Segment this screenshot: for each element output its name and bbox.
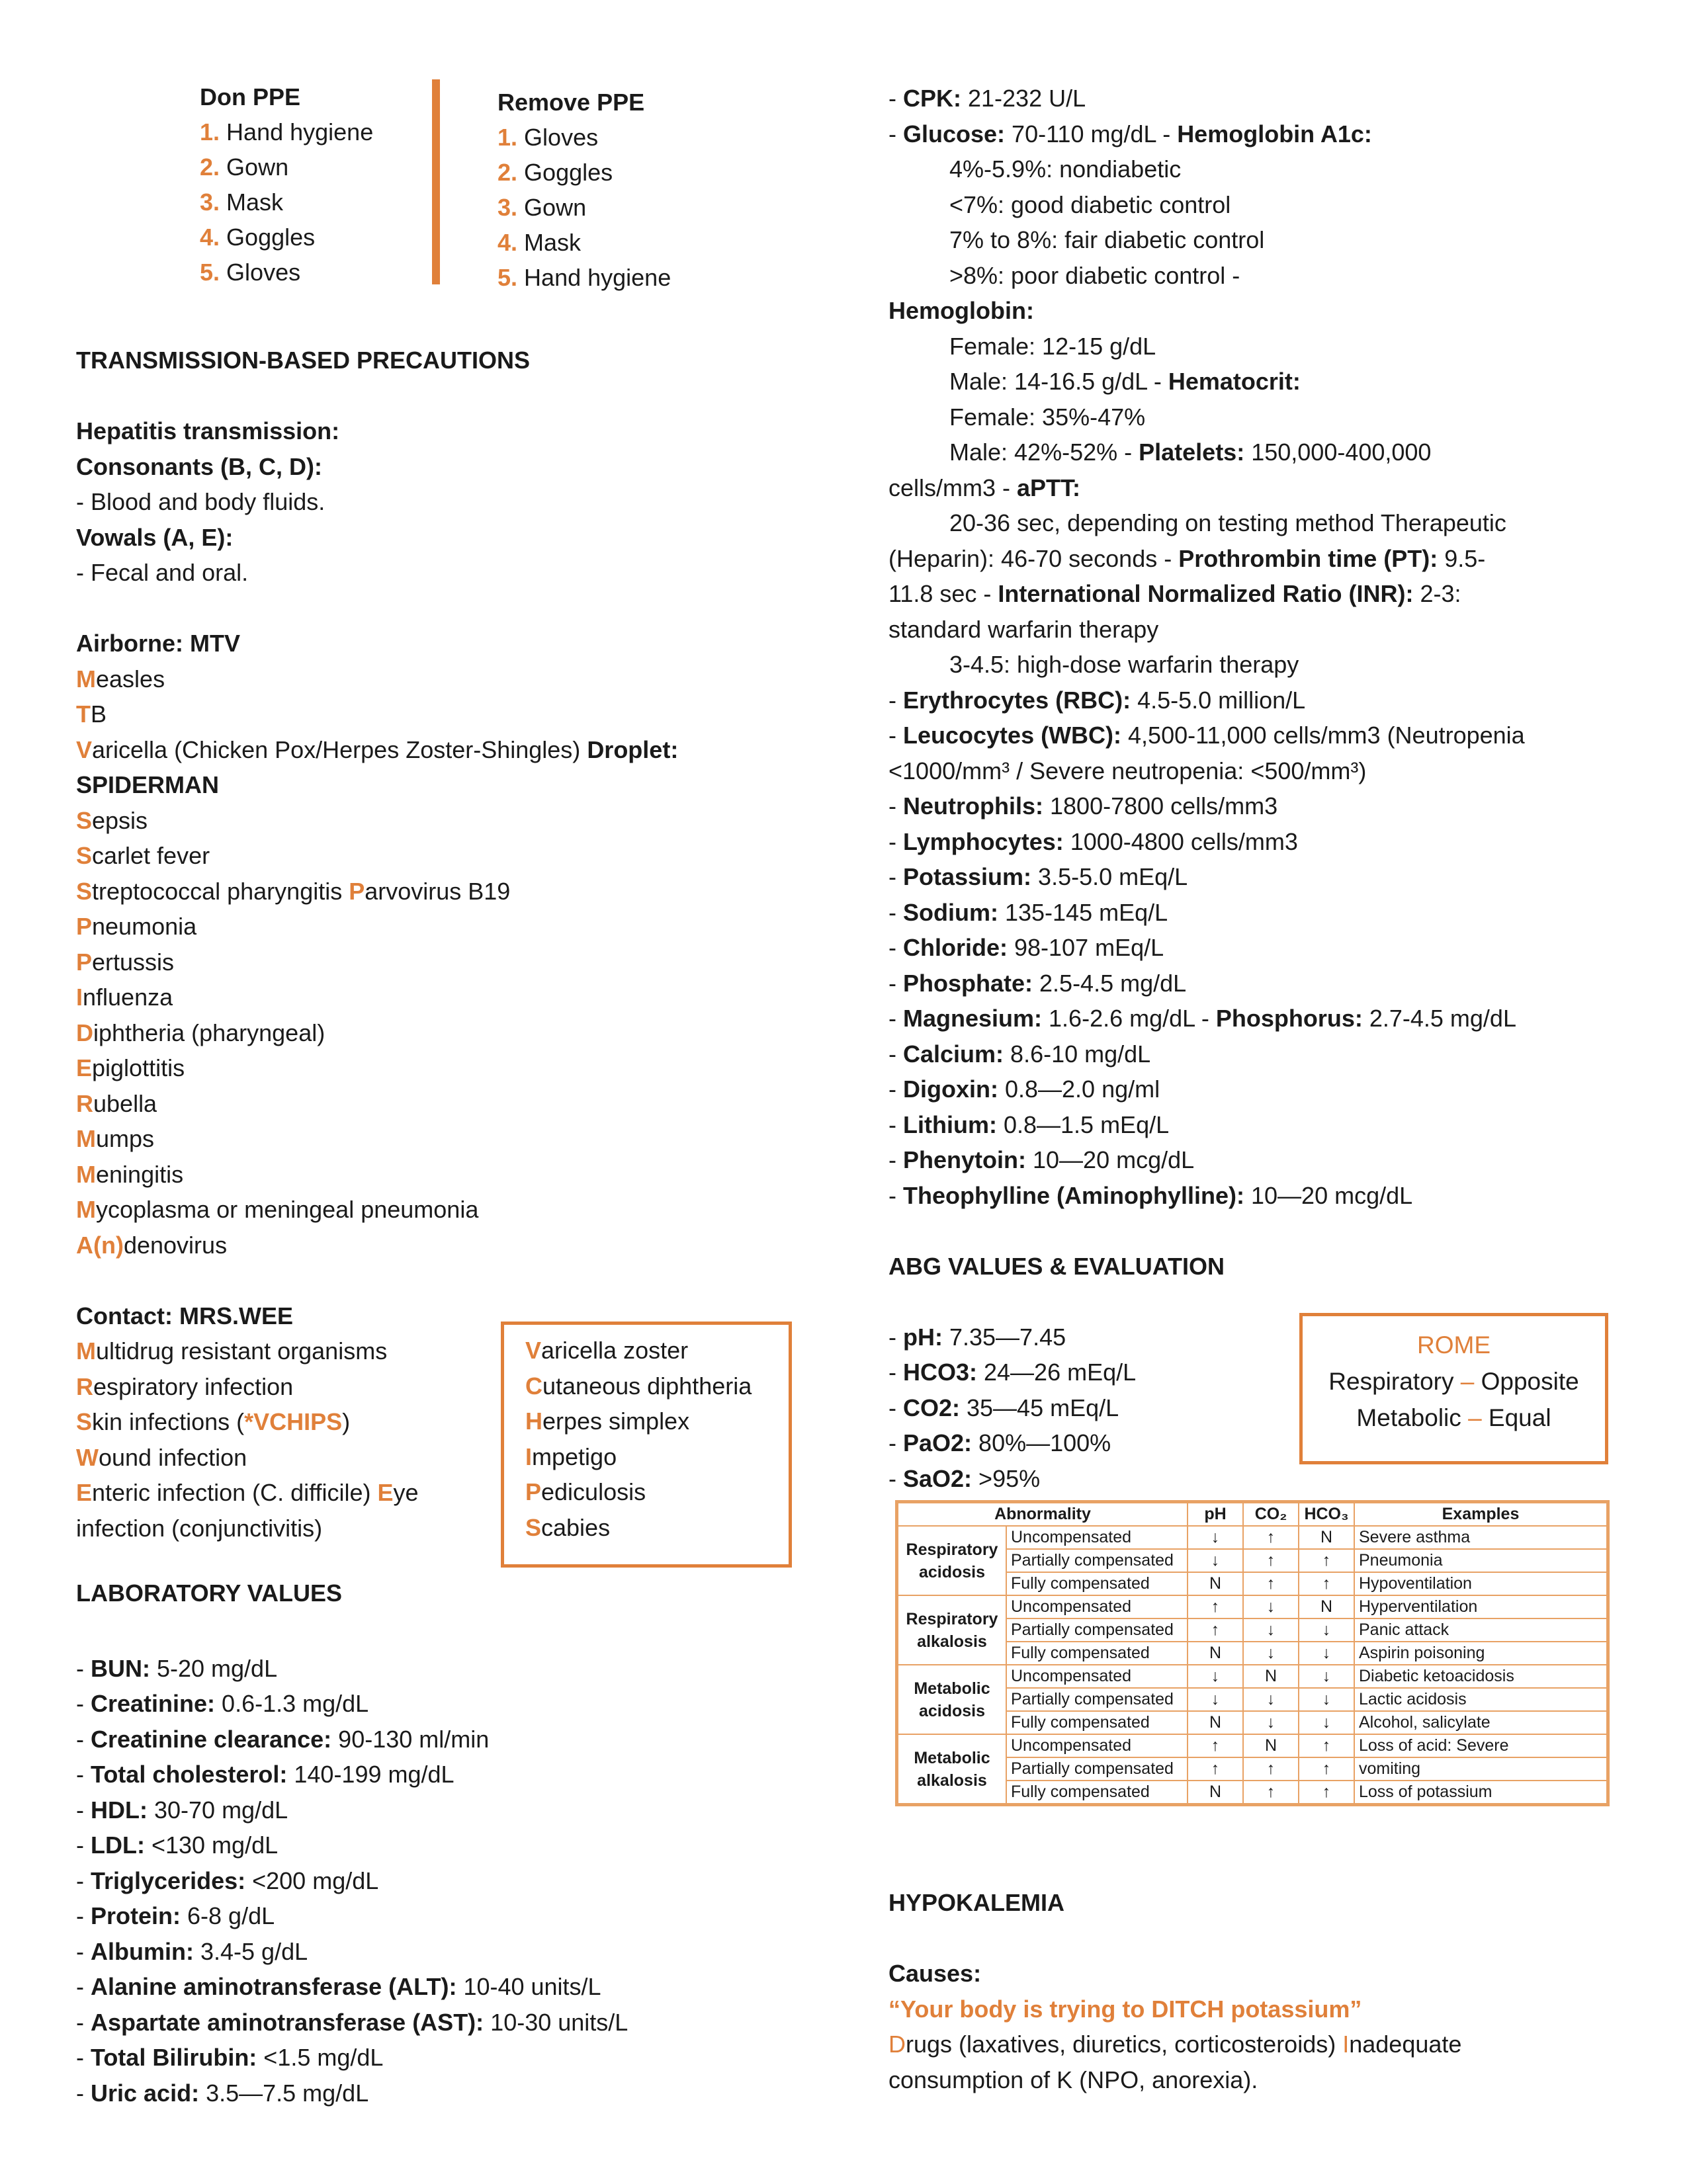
step-text: Hand hygiene bbox=[226, 118, 374, 146]
lab-label: Protein: bbox=[91, 1902, 181, 1929]
lab-label: Creatinine clearance: bbox=[91, 1725, 332, 1753]
lab-value: 90-130 ml/min bbox=[331, 1725, 490, 1753]
table-cell: ↓ bbox=[1299, 1642, 1354, 1665]
table-cell: ↑ bbox=[1188, 1618, 1243, 1642]
table-cell: N bbox=[1188, 1642, 1243, 1665]
table-cell: N bbox=[1188, 1711, 1243, 1734]
ppe-step bbox=[200, 220, 373, 255]
table-cell: ↓ bbox=[1243, 1618, 1299, 1642]
col-hco3: HCO₃ bbox=[1299, 1502, 1354, 1527]
ppe-step bbox=[497, 120, 671, 155]
a1c-line: >8%: poor diabetic control - bbox=[949, 261, 1240, 289]
lab-value: 0.8—2.0 ng/ml bbox=[998, 1075, 1160, 1103]
droplet-item: Diphtheria (pharyngeal) bbox=[76, 1019, 325, 1046]
step-number: 5. bbox=[200, 259, 220, 286]
table-cell: Uncompensated bbox=[1006, 1734, 1188, 1757]
hct-female: Female: 35%-47% bbox=[949, 403, 1146, 431]
droplet-item: Rubella bbox=[76, 1089, 157, 1117]
lab-label: Phosphate: bbox=[903, 969, 1033, 997]
don-ppe-title: Don PPE bbox=[200, 83, 301, 110]
lab-label: Lymphocytes: bbox=[903, 827, 1064, 855]
ppe-step bbox=[497, 155, 671, 190]
table-cell: ↑ bbox=[1299, 1734, 1354, 1757]
remove-ppe bbox=[497, 85, 671, 295]
wbc-text: <1000/mm³ / Severe neutropenia: <500/mm³) bbox=[888, 757, 1367, 784]
table-cell: Hypoventilation bbox=[1354, 1572, 1608, 1595]
ditch-line: Drugs (laxatives, diuretics, corticosteroids) Inadequate bbox=[888, 2031, 1462, 2058]
droplet-item: Pneumonia bbox=[76, 913, 197, 940]
lab-label: Potassium: bbox=[903, 863, 1032, 890]
droplet-item: Epiglottitis bbox=[76, 1054, 185, 1081]
lab-label: Aspartate aminotransferase (AST): bbox=[91, 2008, 484, 2036]
step-text: Goggles bbox=[524, 159, 613, 186]
table-cell: vomiting bbox=[1354, 1757, 1608, 1781]
rome-title: ROME bbox=[1417, 1331, 1491, 1359]
step-text: Hand hygiene bbox=[524, 264, 671, 291]
table-cell: Panic attack bbox=[1354, 1618, 1608, 1642]
contact-item: Multidrug resistant organisms bbox=[76, 1337, 388, 1365]
lab-label: CO2: bbox=[903, 1394, 961, 1421]
contact-item: Respiratory infection bbox=[76, 1372, 294, 1400]
airborne-item: Varicella (Chicken Pox/Herpes Zoster-Shingles) Droplet: bbox=[76, 735, 679, 763]
table-row bbox=[897, 1526, 1608, 1549]
lab-label: HCO3: bbox=[903, 1359, 978, 1386]
lab-label: Digoxin: bbox=[903, 1075, 998, 1103]
lab-item: - SaO2: >95% bbox=[888, 1464, 1041, 1492]
vchips-item: Cutaneous diphtheria bbox=[525, 1372, 752, 1400]
vchips-item: Varicella zoster bbox=[525, 1337, 689, 1364]
step-text: Goggles bbox=[226, 224, 316, 251]
abg-table-header bbox=[897, 1502, 1608, 1527]
inr-text: 3-4.5: high-dose warfarin therapy bbox=[949, 651, 1299, 678]
lab-value: 10—20 mcg/dL bbox=[1244, 1181, 1413, 1209]
lab-value: 24—26 mEq/L bbox=[977, 1359, 1137, 1386]
table-cell: Diabetic ketoacidosis bbox=[1354, 1665, 1608, 1688]
table-cell: ↑ bbox=[1188, 1757, 1243, 1781]
table-cell: Severe asthma bbox=[1354, 1526, 1608, 1549]
vowels-text: - Fecal and oral. bbox=[76, 559, 249, 586]
table-row bbox=[897, 1595, 1608, 1618]
lab-item: - Calcium: 8.6-10 mg/dL bbox=[888, 1040, 1151, 1068]
aptt-line: cells/mm3 - aPTT: bbox=[888, 474, 1081, 501]
group-label: Respiratory alkalosis bbox=[897, 1595, 1007, 1665]
droplet-item: Meningitis bbox=[76, 1160, 184, 1188]
step-number: 1. bbox=[497, 124, 518, 151]
lab-item: - Phosphate: 2.5-4.5 mg/dL bbox=[888, 969, 1187, 997]
droplet-item: A(n)denovirus bbox=[76, 1231, 228, 1259]
lab-item: - Triglycerides: <200 mg/dL bbox=[76, 1867, 379, 1894]
table-cell: Pneumonia bbox=[1354, 1549, 1608, 1572]
lab-value: 3.4-5 g/dL bbox=[193, 1937, 308, 1965]
table-cell: ↓ bbox=[1299, 1711, 1354, 1734]
step-text: Gloves bbox=[226, 259, 301, 286]
hgb-female: Female: 12-15 g/dL bbox=[949, 332, 1156, 360]
airborne-item: TB bbox=[76, 700, 107, 728]
contact-title: Contact: MRS.WEE bbox=[76, 1302, 293, 1329]
table-cell: ↑ bbox=[1299, 1757, 1354, 1781]
table-cell: ↓ bbox=[1188, 1688, 1243, 1711]
lab-label: Sodium: bbox=[903, 898, 998, 926]
rome-line-1: Respiratory – Opposite bbox=[1328, 1368, 1579, 1395]
lab-item: - Uric acid: 3.5—7.5 mg/dL bbox=[76, 2079, 369, 2107]
lab-item: - Creatinine: 0.6-1.3 mg/dL bbox=[76, 1690, 369, 1717]
table-cell: N bbox=[1188, 1781, 1243, 1805]
consonants-label: Consonants (B, C, D): bbox=[76, 452, 322, 480]
lab-label: Neutrophils: bbox=[903, 792, 1043, 819]
lab-value: 6-8 g/dL bbox=[181, 1902, 275, 1929]
ppe-step bbox=[200, 149, 373, 185]
lab-label: Chloride: bbox=[903, 934, 1008, 961]
lab-value: >95% bbox=[972, 1464, 1041, 1492]
step-number: 3. bbox=[200, 189, 220, 216]
don-ppe bbox=[200, 79, 373, 290]
table-cell: Uncompensated bbox=[1006, 1526, 1188, 1549]
droplet-item: Influenza bbox=[76, 984, 173, 1011]
lab-value: 8.6-10 mg/dL bbox=[1004, 1040, 1151, 1068]
lab-value: 10—20 mcg/dL bbox=[1026, 1146, 1195, 1173]
lab-value: 35—45 mEq/L bbox=[960, 1394, 1119, 1421]
table-cell: ↓ bbox=[1188, 1549, 1243, 1572]
table-cell: N bbox=[1243, 1734, 1299, 1757]
droplet-item: Sepsis bbox=[76, 806, 148, 834]
lab-item: - Theophylline (Aminophylline): 10—20 mcg/dL bbox=[888, 1181, 1413, 1209]
lab-label: PaO2: bbox=[903, 1429, 973, 1456]
table-cell: ↓ bbox=[1243, 1595, 1299, 1618]
step-text: Gown bbox=[226, 153, 289, 181]
lab-item: - Creatinine clearance: 90-130 ml/min bbox=[76, 1725, 490, 1753]
lab-label: LDL: bbox=[91, 1831, 145, 1859]
lab-label: Alanine aminotransferase (ALT): bbox=[91, 1973, 457, 2000]
a1c-line: 7% to 8%: fair diabetic control bbox=[949, 226, 1265, 253]
table-cell: ↑ bbox=[1299, 1572, 1354, 1595]
droplet-item: Mumps bbox=[76, 1125, 155, 1152]
table-cell: Loss of potassium bbox=[1354, 1781, 1608, 1805]
lab-item: - Chloride: 98-107 mEq/L bbox=[888, 934, 1164, 961]
hgb-label: Hemoglobin: bbox=[888, 297, 1034, 324]
consonants-text: - Blood and body fluids. bbox=[76, 488, 325, 515]
table-cell: ↑ bbox=[1299, 1549, 1354, 1572]
table-cell: ↑ bbox=[1188, 1734, 1243, 1757]
abg-table bbox=[895, 1500, 1610, 1806]
col-co2: CO₂ bbox=[1243, 1502, 1299, 1527]
lab-item: - Sodium: 135-145 mEq/L bbox=[888, 898, 1168, 926]
lab-label: Creatinine: bbox=[91, 1690, 216, 1717]
lab-item: - Phenytoin: 10—20 mcg/dL bbox=[888, 1146, 1195, 1173]
lab-label: Uric acid: bbox=[91, 2079, 200, 2107]
step-text: Mask bbox=[226, 189, 284, 216]
left-column bbox=[76, 343, 678, 2111]
right-column bbox=[888, 81, 1525, 1496]
table-cell: ↑ bbox=[1243, 1757, 1299, 1781]
lab-heading: LABORATORY VALUES bbox=[76, 1579, 343, 1607]
transmission-heading: TRANSMISSION-BASED PRECAUTIONS bbox=[76, 347, 531, 374]
ppe-step bbox=[200, 255, 373, 290]
table-cell: Uncompensated bbox=[1006, 1595, 1188, 1618]
lab-value: 5-20 mg/dL bbox=[150, 1654, 278, 1682]
lab-label: BUN: bbox=[91, 1654, 150, 1682]
group-label: Metabolic acidosis bbox=[897, 1665, 1007, 1734]
lab-item: - HCO3: 24—26 mEq/L bbox=[888, 1359, 1137, 1386]
group-label: Metabolic alkalosis bbox=[897, 1734, 1007, 1805]
step-number: 1. bbox=[200, 118, 220, 146]
lab-value: <1.5 mg/dL bbox=[257, 2044, 384, 2071]
lab-item: - Leucocytes (WBC): 4,500-11,000 cells/mm3 (Neutropenia bbox=[888, 722, 1525, 749]
ppe-step bbox=[497, 260, 671, 295]
table-cell: ↓ bbox=[1188, 1526, 1243, 1549]
contact-item: Skin infections (*VCHIPS) bbox=[76, 1408, 351, 1435]
vchips-item: Impetigo bbox=[525, 1443, 617, 1470]
ditch-line-2: consumption of K (NPO, anorexia). bbox=[888, 2066, 1258, 2093]
step-number: 2. bbox=[200, 153, 220, 181]
lab-item: - HDL: 30-70 mg/dL bbox=[76, 1796, 288, 1824]
lab-item: - Protein: 6-8 g/dL bbox=[76, 1902, 275, 1929]
ppe-step bbox=[200, 185, 373, 220]
lab-value: 30-70 mg/dL bbox=[147, 1796, 288, 1824]
vchips-item: Scabies bbox=[525, 1513, 611, 1541]
a1c-line: <7%: good diabetic control bbox=[949, 190, 1231, 218]
table-cell: Loss of acid: Severe bbox=[1354, 1734, 1608, 1757]
lab-value: 140-199 mg/dL bbox=[287, 1761, 454, 1788]
droplet-item: Streptococcal pharyngitis Parvovirus B19 bbox=[76, 877, 511, 905]
contact-item: Wound infection bbox=[76, 1443, 247, 1471]
lab-value: 2.5-4.5 mg/dL bbox=[1033, 969, 1187, 997]
lab-item: - Alanine aminotransferase (ALT): 10-40 units/L bbox=[76, 1973, 601, 2000]
table-cell: ↓ bbox=[1299, 1618, 1354, 1642]
remove-ppe-title: Remove PPE bbox=[497, 89, 645, 116]
table-cell: Partially compensated bbox=[1006, 1618, 1188, 1642]
lab-value: 10-30 units/L bbox=[484, 2008, 628, 2036]
step-text: Mask bbox=[524, 229, 582, 256]
lab-item: - Magnesium: 1.6-2.6 mg/dL - Phosphorus: 2.7-4.5 mg/dL bbox=[888, 1005, 1516, 1032]
lab-item: - CPK: 21-232 U/L bbox=[888, 85, 1086, 112]
lab-label: Theophylline (Aminophylline): bbox=[903, 1181, 1244, 1209]
lab-label: pH: bbox=[903, 1323, 943, 1351]
lab-item: - Lymphocytes: 1000-4800 cells/mm3 bbox=[888, 827, 1298, 855]
lab-value: 135-145 mEq/L bbox=[998, 898, 1168, 926]
lab-item: - Total cholesterol: 140-199 mg/dL bbox=[76, 1761, 454, 1788]
lab-value: 80%—100% bbox=[972, 1429, 1111, 1456]
lab-label: Total cholesterol: bbox=[91, 1761, 288, 1788]
table-cell: ↑ bbox=[1243, 1549, 1299, 1572]
rome-box bbox=[1299, 1313, 1608, 1464]
lab-value: 3.5-5.0 mEq/L bbox=[1031, 863, 1188, 890]
vchips-box bbox=[501, 1322, 792, 1568]
table-cell: Partially compensated bbox=[1006, 1688, 1188, 1711]
lab-value: 1800-7800 cells/mm3 bbox=[1043, 792, 1278, 819]
step-number: 4. bbox=[200, 224, 220, 251]
table-cell: Alcohol, salicylate bbox=[1354, 1711, 1608, 1734]
lab-label: Calcium: bbox=[903, 1040, 1004, 1068]
table-cell: ↓ bbox=[1188, 1665, 1243, 1688]
table-cell: N bbox=[1299, 1595, 1354, 1618]
pt-line: (Heparin): 46-70 seconds - Prothrombin time (PT): 9.5- bbox=[888, 544, 1486, 572]
abg-heading: ABG VALUES & EVALUATION bbox=[888, 1252, 1225, 1280]
a1c-line: 4%-5.9%: nondiabetic bbox=[949, 155, 1182, 183]
table-cell: ↑ bbox=[1243, 1572, 1299, 1595]
table-cell: Fully compensated bbox=[1006, 1572, 1188, 1595]
lab-item: - Potassium: 3.5-5.0 mEq/L bbox=[888, 863, 1188, 890]
step-text: Gloves bbox=[524, 124, 599, 151]
lab-label: SaO2: bbox=[903, 1464, 973, 1492]
aptt-text: 20-36 sec, depending on testing method Therapeutic bbox=[949, 509, 1506, 536]
table-cell: Lactic acidosis bbox=[1354, 1688, 1608, 1711]
lab-item: - CO2: 35—45 mEq/L bbox=[888, 1394, 1119, 1421]
table-cell: ↑ bbox=[1188, 1595, 1243, 1618]
table-cell: Hyperventilation bbox=[1354, 1595, 1608, 1618]
table-cell: ↓ bbox=[1299, 1665, 1354, 1688]
table-row bbox=[897, 1734, 1608, 1757]
lab-label: Total Bilirubin: bbox=[91, 2044, 257, 2071]
vchips-item: Pediculosis bbox=[525, 1478, 646, 1505]
table-cell: ↓ bbox=[1243, 1711, 1299, 1734]
lab-label: Phenytoin: bbox=[903, 1146, 1026, 1173]
vowels-label: Vowals (A, E): bbox=[76, 523, 234, 551]
airborne-title: Airborne: MTV bbox=[76, 630, 240, 657]
table-cell: Fully compensated bbox=[1006, 1711, 1188, 1734]
col-ph: pH bbox=[1188, 1502, 1243, 1527]
table-cell: ↓ bbox=[1243, 1688, 1299, 1711]
table-cell: N bbox=[1299, 1526, 1354, 1549]
lab-value: <130 mg/dL bbox=[144, 1831, 279, 1859]
lab-item: - pH: 7.35—7.45 bbox=[888, 1323, 1066, 1351]
table-row bbox=[897, 1665, 1608, 1688]
col-abnormality: Abnormality bbox=[897, 1502, 1188, 1527]
lab-value: 0.6-1.3 mg/dL bbox=[215, 1690, 369, 1717]
table-cell: ↓ bbox=[1243, 1642, 1299, 1665]
lab-label: Triglycerides: bbox=[91, 1867, 246, 1894]
ppe-step bbox=[497, 190, 671, 225]
hct-male: Male: 42%-52% - Platelets: 150,000-400,000 bbox=[949, 439, 1432, 466]
lab-label: Albumin: bbox=[91, 1937, 194, 1965]
lab-label: HDL: bbox=[91, 1796, 148, 1824]
contact-item: Enteric infection (C. difficile) Eye bbox=[76, 1479, 419, 1506]
lab-value: 7.35—7.45 bbox=[942, 1323, 1066, 1351]
vchips-item: Herpes simplex bbox=[525, 1407, 690, 1435]
table-cell: Fully compensated bbox=[1006, 1642, 1188, 1665]
ppe-step bbox=[497, 225, 671, 260]
lab-item: - Total Bilirubin: <1.5 mg/dL bbox=[76, 2044, 384, 2071]
droplet-item: Mycoplasma or meningeal pneumonia bbox=[76, 1196, 479, 1223]
table-cell: ↑ bbox=[1243, 1781, 1299, 1805]
table-cell: N bbox=[1188, 1572, 1243, 1595]
ditch-quote: “Your body is trying to DITCH potassium” bbox=[888, 1995, 1362, 2023]
inr-line: 11.8 sec - International Normalized Ratio (INR): 2-3: bbox=[888, 580, 1461, 607]
table-cell: ↑ bbox=[1243, 1526, 1299, 1549]
table-cell: ↓ bbox=[1299, 1688, 1354, 1711]
lab-value: 98-107 mEq/L bbox=[1008, 934, 1164, 961]
hgb-male: Male: 14-16.5 g/dL - Hematocrit: bbox=[949, 368, 1301, 395]
rome-line-2: Metabolic – Equal bbox=[1356, 1404, 1551, 1431]
airborne-item: Measles bbox=[76, 665, 165, 693]
droplet-item: Scarlet fever bbox=[76, 842, 210, 869]
step-number: 3. bbox=[497, 194, 518, 221]
lab-item: - Neutrophils: 1800-7800 cells/mm3 bbox=[888, 792, 1278, 819]
ppe-step bbox=[200, 114, 373, 149]
lab-item: - PaO2: 80%—100% bbox=[888, 1429, 1111, 1456]
lab-value: 1000-4800 cells/mm3 bbox=[1063, 827, 1298, 855]
table-cell: Partially compensated bbox=[1006, 1757, 1188, 1781]
table-cell: Partially compensated bbox=[1006, 1549, 1188, 1572]
droplet-title: SPIDERMAN bbox=[76, 771, 220, 798]
lab-item: - Aspartate aminotransferase (AST): 10-30 units/L bbox=[76, 2008, 628, 2036]
inr-text: standard warfarin therapy bbox=[888, 615, 1159, 643]
group-label: Respiratory acidosis bbox=[897, 1526, 1007, 1595]
lab-item: - LDL: <130 mg/dL bbox=[76, 1831, 279, 1859]
lab-item: - Lithium: 0.8—1.5 mEq/L bbox=[888, 1111, 1170, 1138]
hepatitis-title: Hepatitis transmission: bbox=[76, 417, 340, 444]
lab-label: Lithium: bbox=[903, 1111, 997, 1138]
lab-item: - Glucose: 70-110 mg/dL - Hemoglobin A1c: bbox=[888, 120, 1372, 147]
lab-value: 3.5—7.5 mg/dL bbox=[199, 2079, 369, 2107]
table-cell: Aspirin poisoning bbox=[1354, 1642, 1608, 1665]
contact-item: infection (conjunctivitis) bbox=[76, 1514, 323, 1542]
table-cell: ↑ bbox=[1299, 1781, 1354, 1805]
droplet-inline: Droplet: bbox=[587, 735, 679, 763]
lab-item: - Albumin: 3.4-5 g/dL bbox=[76, 1937, 308, 1965]
causes-label: Causes: bbox=[888, 1960, 982, 1987]
lab-value: 0.8—1.5 mEq/L bbox=[996, 1111, 1170, 1138]
step-number: 4. bbox=[497, 229, 518, 256]
col-examples: Examples bbox=[1354, 1502, 1608, 1527]
table-cell: N bbox=[1243, 1665, 1299, 1688]
step-number: 5. bbox=[497, 264, 518, 291]
lab-value: 10-40 units/L bbox=[456, 1973, 601, 2000]
table-cell: Fully compensated bbox=[1006, 1781, 1188, 1805]
lab-item: - Digoxin: 0.8—2.0 ng/ml bbox=[888, 1075, 1160, 1103]
hypokalemia-section bbox=[888, 1885, 1461, 2097]
lab-value: <200 mg/dL bbox=[245, 1867, 379, 1894]
ppe-divider bbox=[432, 79, 440, 284]
table-cell: Uncompensated bbox=[1006, 1665, 1188, 1688]
step-text: Gown bbox=[524, 194, 587, 221]
lab-item: - Erythrocytes (RBC): 4.5-5.0 million/L bbox=[888, 686, 1306, 714]
hypokalemia-heading: HYPOKALEMIA bbox=[888, 1889, 1065, 1916]
step-number: 2. bbox=[497, 159, 518, 186]
droplet-item: Pertussis bbox=[76, 948, 175, 976]
lab-item: - BUN: 5-20 mg/dL bbox=[76, 1654, 278, 1682]
